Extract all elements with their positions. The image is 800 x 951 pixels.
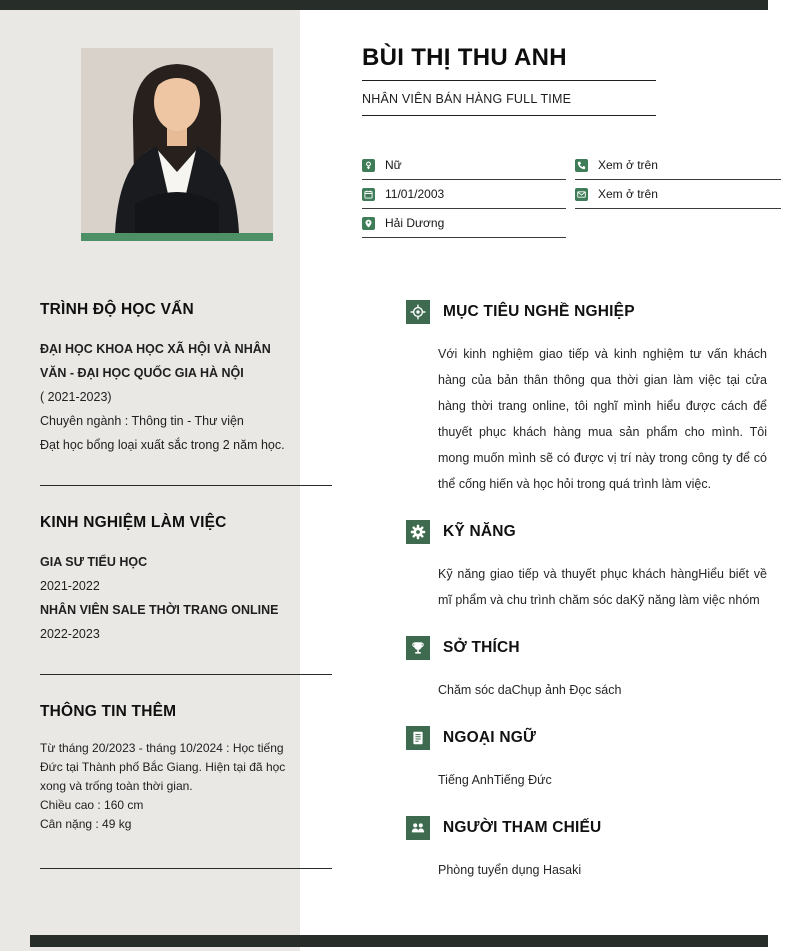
section-references-header (406, 816, 800, 840)
contact-gender-value: Nữ (385, 158, 402, 172)
education-years: ( 2021-2023) (40, 390, 112, 404)
contact-address-value: Hải Dương (385, 216, 445, 230)
bottom-bar (30, 935, 768, 947)
phone-icon (575, 159, 588, 172)
section-languages-header (406, 726, 800, 750)
section-objective-body: Với kinh nghiệm giao tiếp và kinh nghiệm tư vấn khách hàng của bản thân thông qua thời gian làm việc tại cửa hàng thời trang online, tôi nghĩ mình hiểu được cách để thuyết phục khách hàng mua sản phẩm cho mình. Tôi mong muốn mình sẽ có được vị trí này trong công ty để có thể cống hiến và học hỏi trong quá trình làm việc. (438, 347, 767, 491)
contact-birthday-value: 11/01/2003 (385, 187, 445, 201)
education-school: ĐẠI HỌC KHOA HỌC XÃ HỘI VÀ NHÂN VĂN - ĐẠI HỌC QUỐC GIA HÀ NỘI (40, 342, 271, 380)
education-major: Chuyên ngành : Thông tin - Thư viện (40, 414, 244, 428)
sidebar-content (40, 301, 292, 869)
photo-accent-strip (81, 233, 273, 241)
section-objective (362, 300, 800, 497)
section-hobbies-header (406, 636, 800, 660)
additional-info-line: Từ tháng 20/2023 - tháng 10/2024 : Học tiếng Đức tại Thành phố Bắc Giang. Hiện tại đã học xong và trống toàn thời gian. (40, 741, 286, 793)
top-bar (0, 0, 768, 10)
section-languages-body: Tiếng AnhTiếng Đức (438, 773, 552, 787)
experience-section (40, 514, 292, 646)
experience-title: KINH NGHIỆM LÀM VIỆC (40, 514, 227, 531)
candidate-name: BÙI THỊ THU ANH (362, 44, 567, 71)
people-icon (406, 816, 430, 840)
additional-info-line: Chiều cao : 160 cm (40, 798, 144, 812)
section-hobbies (362, 636, 800, 703)
gear-icon (406, 520, 430, 544)
section-skills-title: KỸ NĂNG (443, 523, 516, 540)
contact-gender (362, 151, 566, 180)
section-skills (362, 520, 800, 613)
contact-phone (575, 151, 781, 180)
sidebar-divider (40, 868, 332, 869)
trophy-icon (406, 636, 430, 660)
gender-icon (362, 159, 375, 172)
section-references (362, 816, 800, 883)
name-underline (362, 80, 656, 81)
email-icon (575, 188, 588, 201)
job-title: NHÂN VIÊN BÁN HÀNG FULL TIME (362, 92, 572, 106)
section-objective-title: MỤC TIÊU NGHỀ NGHIỆP (443, 303, 635, 320)
additional-info-title: THÔNG TIN THÊM (40, 703, 177, 720)
book-icon (406, 726, 430, 750)
main-sections (362, 300, 800, 883)
sidebar (0, 10, 300, 951)
education-section (40, 301, 292, 457)
profile-photo (81, 48, 273, 233)
experience-years: 2021-2022 (40, 579, 100, 593)
section-references-title: NGƯỜI THAM CHIẾU (443, 819, 602, 836)
profile-photo-block (81, 48, 273, 241)
contact-birthday (362, 180, 566, 209)
additional-info-line: Cân nặng : 49 kg (40, 817, 132, 831)
contact-email (575, 180, 781, 209)
location-icon (362, 217, 375, 230)
contact-email-value: Xem ở trên (598, 187, 658, 201)
job-title-underline (362, 115, 656, 116)
education-title: TRÌNH ĐỘ HỌC VẤN (40, 301, 194, 318)
contact-phone-value: Xem ở trên (598, 158, 658, 172)
experience-role: GIA SƯ TIỂU HỌC (40, 555, 148, 569)
additional-info-section (40, 703, 292, 834)
section-skills-header (406, 520, 800, 544)
section-references-body: Phòng tuyển dụng Hasaki (438, 863, 582, 877)
sidebar-divider (40, 485, 332, 486)
section-hobbies-title: SỞ THÍCH (443, 639, 520, 656)
experience-years: 2022-2023 (40, 627, 100, 641)
section-skills-body: Kỹ năng giao tiếp và thuyết phục khách hàngHiểu biết về mĩ phẩm và chu trình chăm sóc daKỹ năng làm việc nhóm (438, 567, 767, 607)
experience-role: NHÂN VIÊN SALE THỜI TRANG ONLINE (40, 603, 279, 617)
section-hobbies-body: Chăm sóc daChụp ảnh Đọc sách (438, 683, 622, 697)
target-icon (406, 300, 430, 324)
sidebar-divider (40, 674, 332, 675)
section-languages-title: NGOẠI NGỮ (443, 729, 537, 746)
contact-address (362, 209, 566, 238)
contact-info (362, 151, 800, 238)
main-content (362, 44, 800, 906)
section-objective-header (406, 300, 800, 324)
section-languages (362, 726, 800, 793)
education-achievement: Đạt học bổng loại xuất sắc trong 2 năm học. (40, 438, 285, 452)
calendar-icon (362, 188, 375, 201)
